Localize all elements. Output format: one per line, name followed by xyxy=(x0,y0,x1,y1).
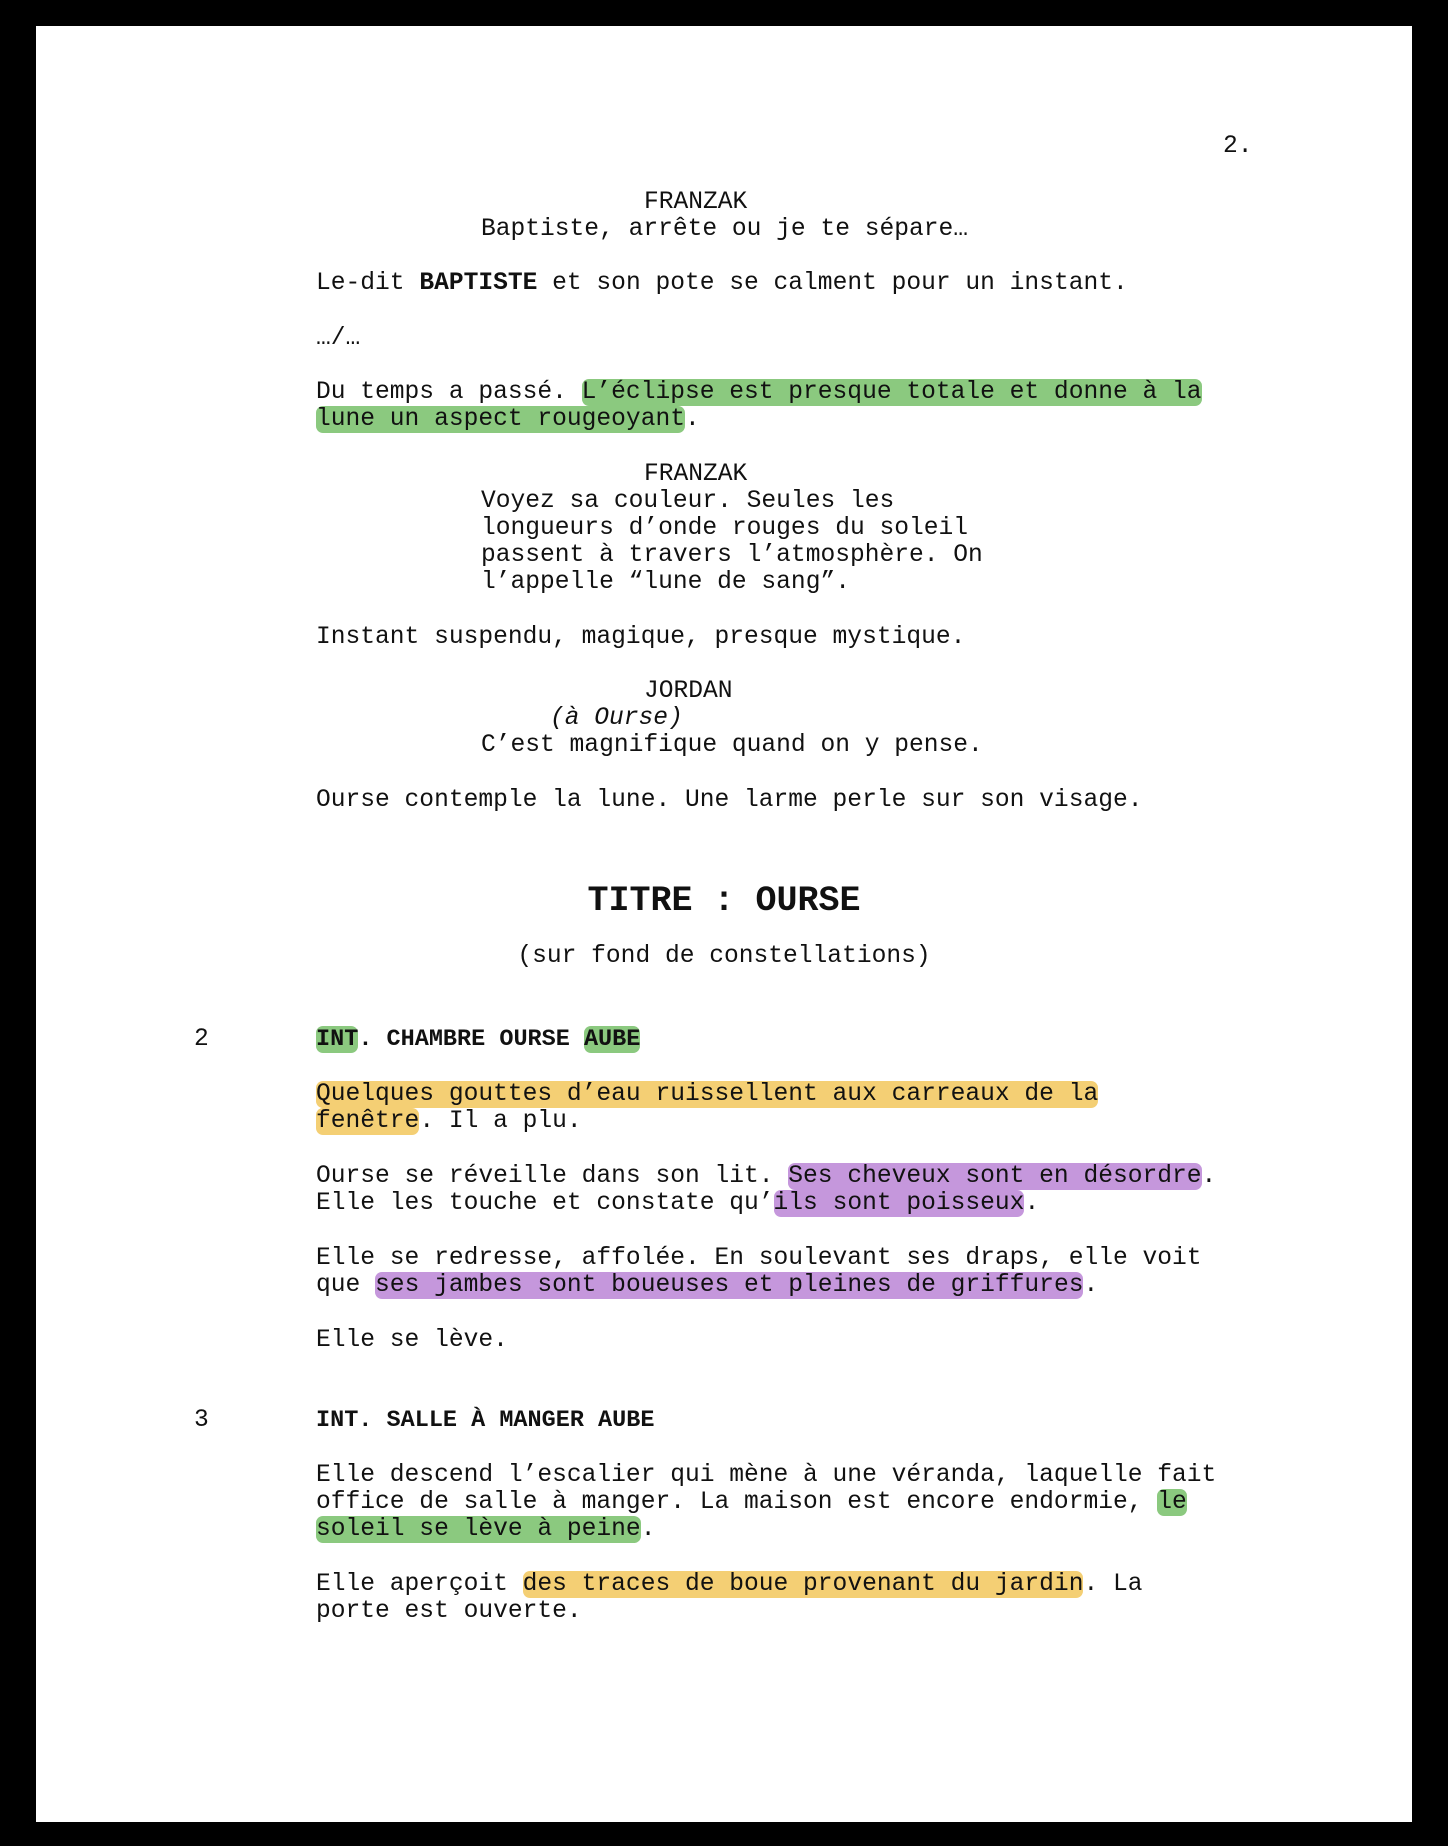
scene-heading xyxy=(316,1026,640,1053)
action-line xyxy=(316,1108,582,1135)
action-text: que xyxy=(316,1272,376,1299)
title-card: TITRE : OURSE xyxy=(587,881,861,921)
yellow-highlight: des traces de boue provenant du jardin xyxy=(522,1571,1084,1598)
character-name: FRANZAK xyxy=(644,189,748,216)
action-line xyxy=(316,1081,1098,1108)
character-name: JORDAN xyxy=(644,678,733,705)
yellow-highlight: fenêtre xyxy=(316,1108,420,1135)
transition: …/… xyxy=(316,325,361,352)
action-line xyxy=(316,1163,1216,1190)
green-highlight: le xyxy=(1157,1489,1187,1516)
action-line xyxy=(316,379,1202,406)
scene-heading: INT. SALLE À MANGER AUBE xyxy=(316,1407,655,1434)
action-line: Elle se redresse, affolée. En soulevant ses draps, elle voit xyxy=(316,1245,1202,1272)
action-line xyxy=(316,1571,1143,1598)
action-line: porte est ouverte. xyxy=(316,1598,582,1625)
action-text: . La xyxy=(1083,1571,1143,1598)
character-mention: BAPTISTE xyxy=(419,270,538,297)
action-text: Elle les touche et constate qu’ xyxy=(316,1190,774,1217)
script-page xyxy=(36,26,1412,1822)
dialogue-line: longueurs d’onde rouges du soleil xyxy=(481,515,969,542)
action-text: . Il a plu. xyxy=(419,1108,582,1135)
action-line xyxy=(316,1272,1098,1299)
dialogue-line: passent à travers l’atmosphère. On xyxy=(481,542,983,569)
action-line xyxy=(316,270,1128,297)
action-line: Ourse contemple la lune. Une larme perle sur son visage. xyxy=(316,787,1143,814)
action-text: Ourse se réveille dans son lit. xyxy=(316,1163,789,1190)
action-line: Elle descend l’escalier qui mène à une véranda, laquelle fait xyxy=(316,1462,1217,1489)
green-highlight: INT xyxy=(316,1026,359,1053)
action-line xyxy=(316,406,700,433)
character-name: FRANZAK xyxy=(644,461,748,488)
action-line xyxy=(316,1489,1187,1516)
green-highlight: soleil se lève à peine xyxy=(316,1516,641,1543)
green-highlight: lune un aspect rougeoyant xyxy=(316,406,685,433)
dialogue-line: C’est magnifique quand on y pense. xyxy=(481,732,983,759)
green-highlight: AUBE xyxy=(583,1026,641,1053)
action-text: Elle aperçoit xyxy=(316,1571,523,1598)
action-text: et son pote se calment pour un instant. xyxy=(537,270,1128,297)
scene-heading-text: . CHAMBRE OURSE xyxy=(358,1026,584,1053)
action-text: . xyxy=(1024,1190,1040,1217)
page-number: 2. xyxy=(1223,133,1253,160)
dialogue-line: l’appelle “lune de sang”. xyxy=(481,569,850,596)
purple-highlight: Ses cheveux sont en désordre xyxy=(788,1163,1202,1190)
action-text: Le-dit xyxy=(316,270,420,297)
action-text: Du temps a passé. xyxy=(316,379,582,406)
action-text: . xyxy=(1201,1163,1217,1190)
action-text: . xyxy=(684,406,700,433)
scene-number: 2 xyxy=(194,1026,209,1053)
yellow-highlight: Quelques gouttes d’eau ruissellent aux carreaux de la xyxy=(316,1081,1099,1108)
action-text: office de salle à manger. La maison est encore endormie, xyxy=(316,1489,1158,1516)
scene-number: 3 xyxy=(194,1407,209,1434)
dialogue-line: Voyez sa couleur. Seules les xyxy=(481,488,895,515)
purple-highlight: ses jambes sont boueuses et pleines de griffures xyxy=(375,1272,1084,1299)
action-text: . xyxy=(640,1516,656,1543)
action-line xyxy=(316,1516,655,1543)
action-line xyxy=(316,1190,1039,1217)
action-text: . xyxy=(1083,1272,1099,1299)
parenthetical: (à Ourse) xyxy=(550,705,683,732)
title-subtitle: (sur fond de constellations) xyxy=(517,943,931,970)
purple-highlight: ils sont poisseux xyxy=(773,1190,1025,1217)
dialogue-line: Baptiste, arrête ou je te sépare… xyxy=(481,216,969,243)
action-line: Instant suspendu, magique, presque mystique. xyxy=(316,624,966,651)
action-line: Elle se lève. xyxy=(316,1327,508,1354)
green-highlight: L’éclipse est presque totale et donne à la xyxy=(581,379,1202,406)
